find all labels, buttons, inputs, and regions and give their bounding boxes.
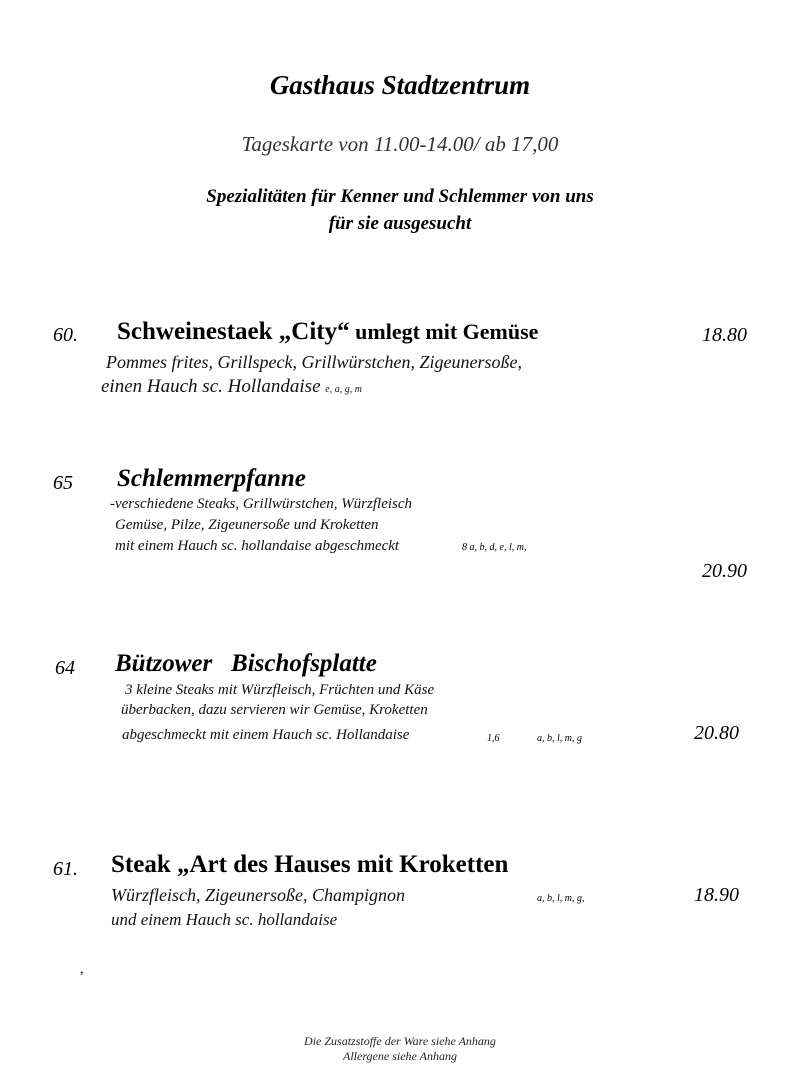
item-name: Schlemmerpfanne (117, 465, 306, 492)
item-description-line: 3 kleine Steaks mit Würzfleisch, Früchten und Käse (125, 682, 435, 698)
item-description-line: Pommes frites, Grillspeck, Grillwürstchen, Zigeunersoße, (106, 352, 522, 372)
stray-comma: , (80, 962, 84, 977)
item-name (117, 318, 538, 346)
item-price: 20.90 (702, 560, 747, 582)
item-description-line: abgeschmeckt mit einem Hauch sc. Hollandaise (122, 727, 410, 743)
additive-codes: 1,6 (487, 733, 500, 744)
item-number: 61. (53, 858, 78, 880)
item-description-line: Würzfleisch, Zigeunersoße, Champignon (111, 885, 405, 905)
item-description-text: einen Hauch sc. Hollandaise (101, 376, 321, 397)
item-description-line: und einem Hauch sc. hollandaise (111, 910, 338, 929)
tagline-line-1: Spezialitäten für Kenner und Schlemmer von uns (206, 186, 594, 207)
item-description-line: Gemüse, Pilze, Zigeunersoße und Kroketten (115, 517, 379, 533)
tagline-line-2: für sie ausgesucht (328, 213, 472, 234)
item-description-line: überbacken, dazu servieren wir Gemüse, Kroketten (121, 702, 428, 718)
opening-hours: Tageskarte von 11.00-14.00/ ab 17,00 (241, 132, 559, 156)
item-price: 18.90 (694, 884, 739, 906)
item-number: 64 (55, 657, 75, 679)
item-name-part: Bützower (115, 650, 213, 677)
allergen-codes: 8 a, b, d, e, l, m, (462, 542, 527, 553)
allergen-codes: e, a, g, m (325, 384, 362, 395)
item-name-part: Bischofsplatte (231, 650, 377, 677)
allergen-codes: a, b, l, m, g (537, 733, 582, 744)
item-description-line (101, 376, 362, 398)
item-number: 65 (53, 472, 73, 494)
footer-allergens-note: Allergene siehe Anhang (343, 1049, 457, 1063)
allergen-codes: a, b, l, m, g, (537, 893, 585, 904)
restaurant-title: Gasthaus Stadtzentrum (269, 70, 531, 100)
item-number: 60. (53, 324, 78, 346)
footer-additives-note: Die Zusatzstoffe der Ware siehe Anhang (304, 1034, 496, 1048)
item-price: 18.80 (702, 324, 747, 346)
item-name-main: Schweinestaek „City“ (117, 318, 350, 345)
item-description-line: -verschiedene Steaks, Grillwürstchen, Würzfleisch (110, 496, 413, 512)
item-description-line: mit einem Hauch sc. hollandaise abgeschmeckt (115, 538, 400, 554)
item-name: Steak „Art des Hauses mit Kroketten (111, 851, 509, 878)
item-name-rest: umlegt mit Gemüse (349, 319, 539, 344)
item-price: 20.80 (694, 722, 739, 744)
item-name (115, 650, 377, 678)
